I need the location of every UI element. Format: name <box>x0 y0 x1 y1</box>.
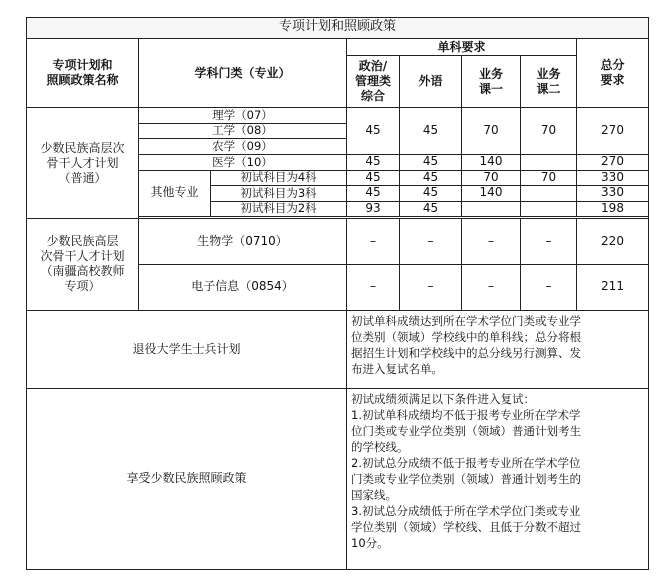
header-single-subject-req: 单科要求 <box>347 38 577 56</box>
sci-politics: 45 <box>347 108 400 155</box>
med-total: 270 <box>577 154 649 170</box>
bio-total: 220 <box>577 219 649 265</box>
minority-policy-note <box>347 389 649 570</box>
ele-course1: – <box>462 264 521 310</box>
note-line: 国家线。 <box>351 488 397 503</box>
row-engineering: 工学（08） <box>139 123 347 139</box>
veterans-name: 退役大学生士兵计划 <box>27 310 347 389</box>
three-course1: 140 <box>462 186 521 202</box>
row-agriculture: 农学（09） <box>139 139 347 155</box>
med-politics: 45 <box>347 154 400 170</box>
note-line: 的学校线。 <box>351 440 409 455</box>
sci-total: 270 <box>577 108 649 155</box>
note-line: 初试单科成绩达到所在学术学位门类或专业学 <box>351 313 581 328</box>
row-biology: 生物学（0710） <box>139 219 347 265</box>
header-subject-category: 学科门类（专业） <box>139 38 347 108</box>
group2-name: 少数民族高层 次骨干人才计划 （南疆高校教师 专项） <box>27 219 139 310</box>
minority-policy-name: 享受少数民族照顾政策 <box>27 389 347 570</box>
note-line: 位类别（领域）学校线中的单科线；总分将根 <box>351 329 581 344</box>
ele-total: 211 <box>577 264 649 310</box>
bio-course1: – <box>462 219 521 265</box>
sci-foreign: 45 <box>400 108 462 155</box>
med-course2 <box>521 154 577 170</box>
header-foreign-lang: 外语 <box>400 56 462 108</box>
row-electronics: 电子信息（0854） <box>139 264 347 310</box>
sci-course2: 70 <box>521 108 577 155</box>
two-foreign: 45 <box>400 201 462 217</box>
row-medicine: 医学（10） <box>139 154 347 170</box>
note-line: 学位类别（领域）学校线、且低于分数不超过 <box>351 520 581 535</box>
four-course1: 70 <box>462 170 521 186</box>
note-line: 门类或专业学位类别（领域）普通计划考生的 <box>351 472 581 487</box>
bio-foreign: – <box>400 219 462 265</box>
four-politics: 45 <box>347 170 400 186</box>
four-total: 330 <box>577 170 649 186</box>
three-politics: 45 <box>347 186 400 202</box>
note-line: 2.初试总分成绩不低于报考专业所在学术学位 <box>351 456 581 471</box>
three-foreign: 45 <box>400 186 462 202</box>
policy-table <box>26 17 649 570</box>
row-science: 理学（07） <box>139 108 347 124</box>
row-three-subjects: 初试科目为3科 <box>211 186 347 202</box>
note-line: 3.初试总分成绩低于所在学术学位门类或专业 <box>351 504 581 519</box>
note-line: 初试成绩须满足以下条件进入复试： <box>351 392 535 407</box>
bio-politics: – <box>347 219 400 265</box>
two-total: 198 <box>577 201 649 217</box>
sci-course1: 70 <box>462 108 521 155</box>
ele-course2: – <box>521 264 577 310</box>
ele-foreign: – <box>400 264 462 310</box>
header-course2: 业务 课二 <box>521 56 577 108</box>
three-course2 <box>521 186 577 202</box>
three-total: 330 <box>577 186 649 202</box>
row-four-subjects: 初试科目为4科 <box>211 170 347 186</box>
header-total: 总分 要求 <box>577 38 649 108</box>
note-line: 10分。 <box>351 536 389 551</box>
veterans-note <box>347 310 649 389</box>
group1-name: 少数民族高层次 骨干人才计划 （普通） <box>27 108 139 219</box>
four-course2: 70 <box>521 170 577 186</box>
header-policy-name: 专项计划和 照顾政策名称 <box>27 38 139 108</box>
note-line: 布进入复试名单。 <box>351 361 443 376</box>
two-course2 <box>521 201 577 217</box>
row-other-major: 其他专业 <box>139 170 211 217</box>
note-line: 位门类或专业学位类别（领域）普通计划考生 <box>351 424 581 439</box>
table-title: 专项计划和照顾政策 <box>27 18 649 39</box>
med-course1: 140 <box>462 154 521 170</box>
ele-politics: – <box>347 264 400 310</box>
row-two-subjects: 初试科目为2科 <box>211 201 347 217</box>
bio-course2: – <box>521 219 577 265</box>
four-foreign: 45 <box>400 170 462 186</box>
med-foreign: 45 <box>400 154 462 170</box>
two-course1 <box>462 201 521 217</box>
note-line: 据招生计划和学校线中的总分线另行测算、发 <box>351 345 581 360</box>
note-line: 1.初试单科成绩均不低于报考专业所在学术学 <box>351 408 581 423</box>
header-politics: 政治/ 管理类 综合 <box>347 56 400 108</box>
header-course1: 业务 课一 <box>462 56 521 108</box>
two-politics: 93 <box>347 201 400 217</box>
